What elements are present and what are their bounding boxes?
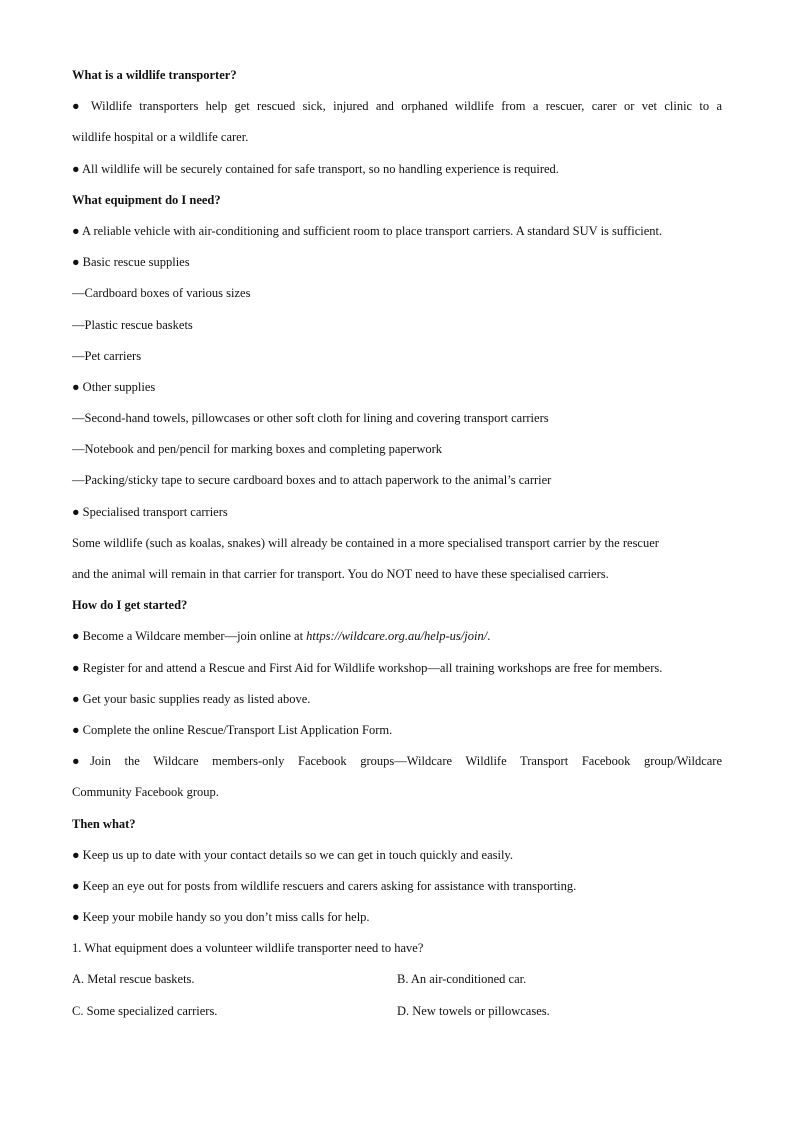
bullet-secure-contained: ● All wildlife will be securely contained for safe transport, so no handling experience is required. xyxy=(72,161,559,176)
option-a[interactable]: A. Metal rescue baskets. xyxy=(72,972,195,987)
section-heading-get-started: How do I get started? xyxy=(72,598,188,613)
item-tape: —Packing/sticky tape to secure cardboard boxes and to attach paperwork to the animal’s carrier xyxy=(72,473,552,488)
bullet-contact-details: ● Keep us up to date with your contact details so we can get in touch quickly and easily. xyxy=(72,847,513,862)
paragraph-specialised-line2: and the animal will remain in that carrier for transport. You do NOT need to have these specialised carriers. xyxy=(72,567,609,581)
paragraph-specialised-line1: Some wildlife (such as koalas, snakes) will already be contained in a more specialised transport carrier by the rescuer xyxy=(72,535,659,550)
item-pet-carriers: —Pet carriers xyxy=(72,348,142,363)
bullet-supplies-ready: ● Get your basic supplies ready as listed above. xyxy=(72,691,311,706)
option-c[interactable]: C. Some specialized carriers. xyxy=(72,1003,218,1018)
bullet-transporter-role-line1: ● Wildlife transporters help get rescued sick, injured and orphaned wildlife from a rescuer, carer or vet clinic to a xyxy=(72,99,722,114)
question-stem: 1. What equipment does a volunteer wildlife transporter need to have? xyxy=(72,941,424,956)
option-b[interactable]: B. An air-conditioned car. xyxy=(397,972,527,987)
bullet-facebook-line2: Community Facebook group. xyxy=(72,785,219,800)
section-heading-equipment: What equipment do I need? xyxy=(72,192,221,207)
bullet-other-supplies: ● Other supplies xyxy=(72,379,156,394)
bullet-mobile-handy: ● Keep your mobile handy so you don’t miss calls for help. xyxy=(72,910,370,925)
document-page xyxy=(72,60,722,1027)
item-towels: —Second-hand towels, pillowcases or other soft cloth for lining and covering transport carriers xyxy=(72,411,549,426)
item-cardboard-boxes: —Cardboard boxes of various sizes xyxy=(72,286,251,301)
item-notebook: —Notebook and pen/pencil for marking boxes and completing paperwork xyxy=(72,442,443,457)
member-text-end: . xyxy=(487,629,491,644)
section-heading-transporter: What is a wildlife transporter? xyxy=(72,68,237,82)
bullet-facebook-line1: ●Join the Wildcare members-only Facebook groups—Wildcare Wildlife Transport Facebook group/Wildcare xyxy=(72,754,722,769)
bullet-transporter-role-line2: wildlife hospital or a wildlife carer. xyxy=(72,130,249,145)
bullet-application-form: ● Complete the online Rescue/Transport List Application Form. xyxy=(72,722,393,737)
options-row-2 xyxy=(72,996,722,1027)
option-d[interactable]: D. New towels or pillowcases. xyxy=(397,1003,550,1018)
bullet-register-workshop: ● Register for and attend a Rescue and First Aid for Wildlife workshop—all training workshops are free for members. xyxy=(72,660,663,675)
item-plastic-baskets: —Plastic rescue baskets xyxy=(72,317,193,332)
bullet-specialised-carriers: ● Specialised transport carriers xyxy=(72,504,228,519)
member-text: ● Become a Wildcare member—join online at xyxy=(72,629,307,644)
options-row-1 xyxy=(72,964,722,995)
bullet-become-member xyxy=(72,621,722,652)
bullet-basic-supplies: ● Basic rescue supplies xyxy=(72,255,190,270)
bullet-watch-posts: ● Keep an eye out for posts from wildlife rescuers and carers asking for assistance with transporting. xyxy=(72,878,577,893)
bullet-vehicle: ● A reliable vehicle with air-conditioning and sufficient room to place transport carriers. A standard SUV is sufficient. xyxy=(72,223,663,238)
join-link[interactable]: https://wildcare.org.au/help-us/join/ xyxy=(306,629,488,644)
section-heading-then-what: Then what? xyxy=(72,816,136,831)
